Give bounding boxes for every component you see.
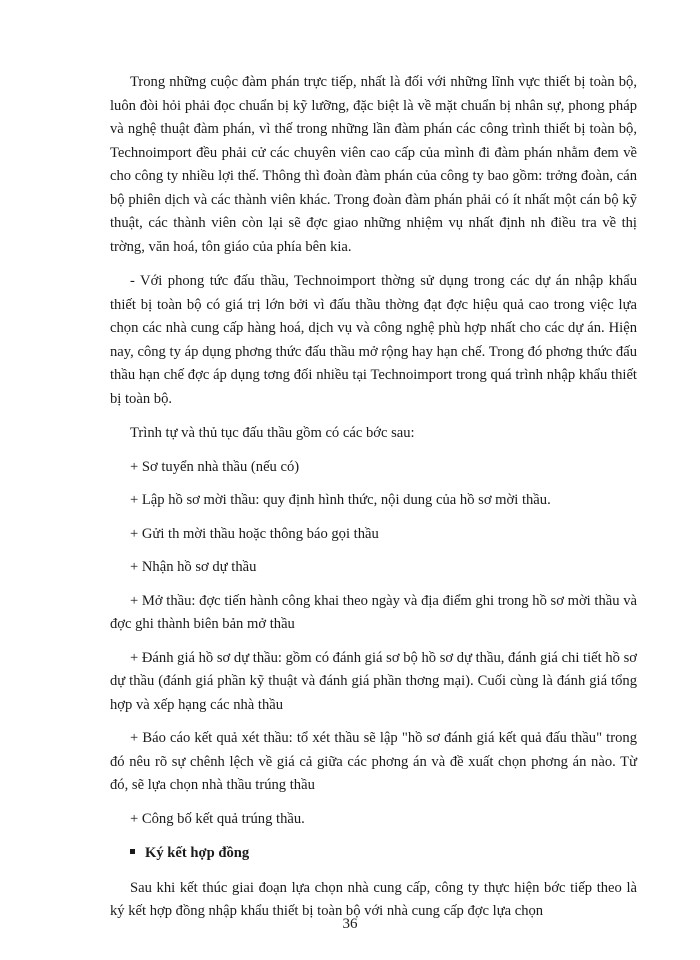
section-heading	[110, 842, 637, 866]
square-bullet-icon	[130, 849, 135, 854]
step-announce-results: + Công bố kết quả trúng thầu.	[130, 810, 305, 827]
section-heading-text: Ký kết hợp đồng	[145, 845, 250, 861]
page-number: 36	[342, 916, 358, 932]
paragraph-negotiation: Trong những cuộc đàm phán trực tiếp, nhất là đối với những lĩnh vực thiết bị toàn bộ, luôn đòi hỏi phải đọc chuẩn bị kỹ lưỡng, đặc biệt là về mặt chuẩn bị nhân sự, phong pháp và nghệ thuật đàm phán, vì thế trong những lần đàm phán các công trình thiết bị toàn bộ, Technoimport đều phải cử các chuyên viên cao cấp của mình đi đàm phán nhằm đem về cho công ty nhiều lợi thế. Thông thì đoàn đàm phán của công ty bao gồm: trởng đoàn, cán bộ phiên dịch và các thành viên khác. Trong đoàn đàm phán phải có ít nhất một cán bộ kỹ thuật, các thành viên còn lại sẽ đợc giao những nhiệm vụ nhất định nh điều tra về thị trờng, văn hoá, tôn giáo của phía bên kia.	[110, 74, 637, 255]
paragraph-contract-signing: Sau khi kết thúc giai đoạn lựa chọn nhà cung cấp, công ty thực hiện bớc tiếp theo là ký kết hợp đồng nhập khẩu thiết bị toàn bộ với nhà cung cấp đợc lựa chọn	[110, 879, 637, 919]
procedure-intro: Trình tự và thủ tục đấu thầu gồm có các bớc sau:	[130, 425, 415, 441]
step-bid-opening: + Mở thầu: đợc tiến hành công khai theo ngày và địa điểm ghi trong hồ sơ mời thầu và đợc ghi thành biên bản mở thầu	[110, 592, 637, 632]
step-evaluation-report: + Báo cáo kết quả xét thầu: tổ xét thầu sẽ lập "hồ sơ đánh giá kết quả đấu thầu" trong đó nêu rõ sự chênh lệch về giá cả giữa các phơng án và đề xuất chọn phơng án nào. Từ đó, sẽ lựa chọn nhà thầu trúng thầu	[110, 730, 637, 793]
paragraph-bidding-method: - Với phong tức đấu thầu, Technoimport thờng sử dụng trong các dự án nhập khẩu thiết bị toàn bộ có giá trị lớn bởi vì đấu thầu thờng đạt đợc hiệu quả cao trong việc lựa chọn các nhà cung cấp hàng hoá, dịch vụ và công nghệ phù hợp nhất cho các dự án. Hiện nay, công ty áp dụng phơng thức đấu thầu mở rộng hay hạn chế. Trong đó phơng thức đấu thầu hạn chế đợc áp dụng tơng đối nhiều tại Technoimport trong quá trình nhập khẩu thiết bị toàn bộ.	[110, 273, 637, 407]
step-bid-evaluation: + Đánh giá hồ sơ dự thầu: gồm có đánh giá sơ bộ hồ sơ dự thầu, đánh giá chi tiết hồ sơ dự thầu (đánh giá phần kỹ thuật và đánh giá phần thơng mại). Cuối cùng là đánh giá tổng hợp và xếp hạng các nhà thầu	[110, 649, 637, 713]
step-bidding-documents: + Lập hồ sơ mời thầu: quy định hình thức, nội dung của hồ sơ mời thầu.	[130, 492, 551, 508]
step-prequalification: + Sơ tuyển nhà thầu (nếu có)	[130, 458, 300, 475]
step-receive-bids: + Nhận hồ sơ dự thầu	[130, 559, 257, 575]
step-invitation: + Gửi th mời thầu hoặc thông báo gọi thầu	[130, 525, 379, 542]
document-body	[110, 71, 637, 924]
